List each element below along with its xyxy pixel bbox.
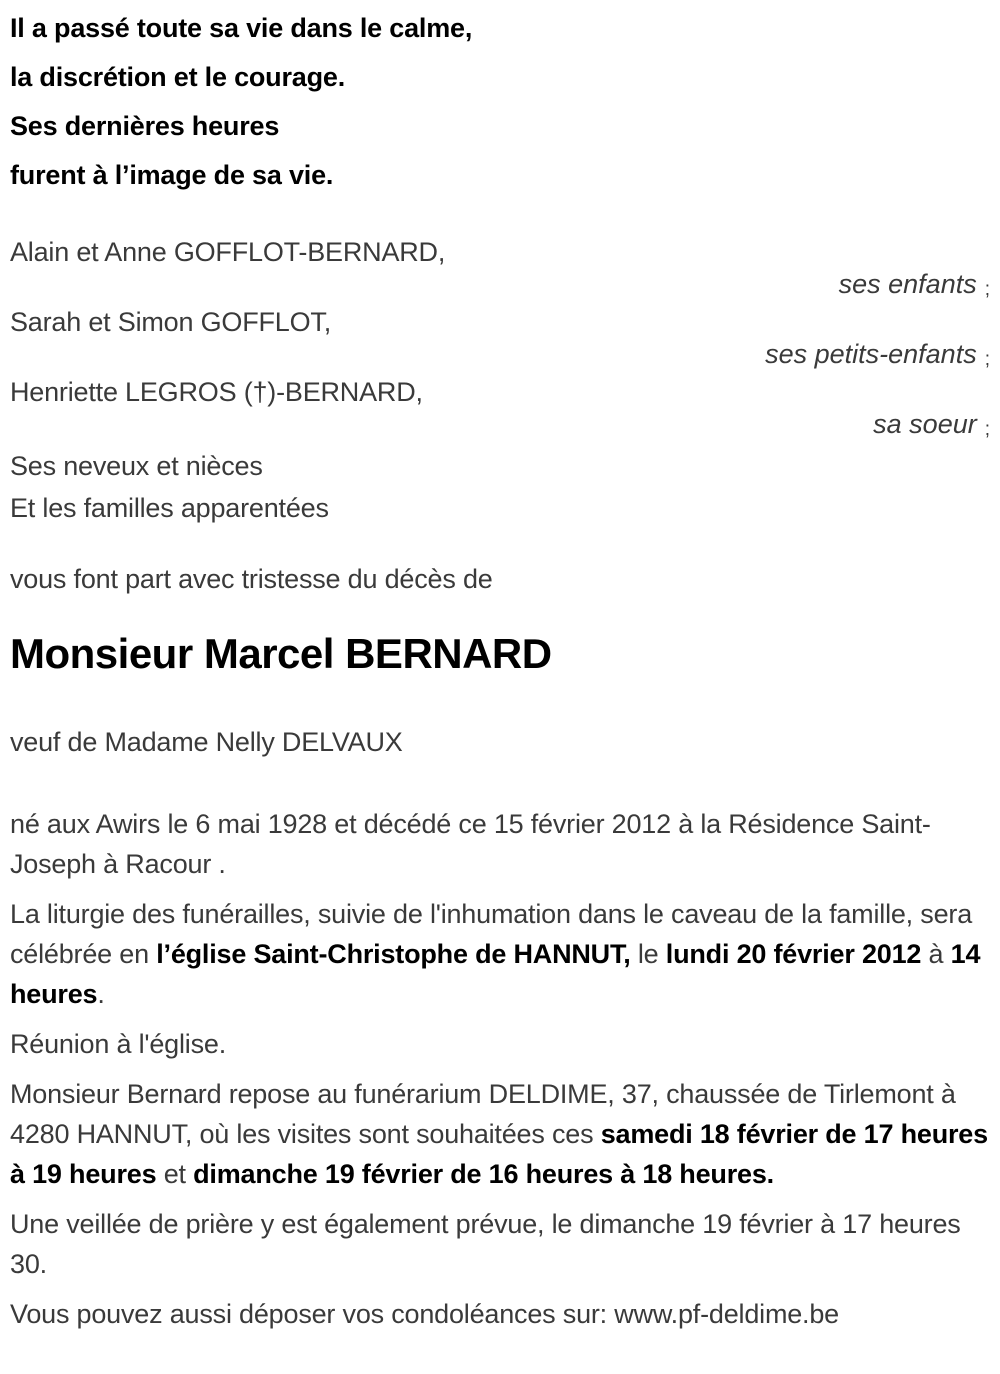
deceased-name-title: Monsieur Marcel BERNARD [10,630,552,677]
paragraph-prayer-vigil: Une veillée de prière y est également prévue, le dimanche 19 février à 17 heures 30. [10,1209,961,1279]
family-entry-children [10,235,990,303]
verse-line-2: la discrétion et le courage. [10,62,346,92]
paragraph-meeting: Réunion à l'église. [10,1029,226,1059]
family-relation [10,339,990,373]
family-names: Alain et Anne GOFFLOT-BERNARD, [10,237,446,267]
funeral-details [10,804,990,1334]
relation-label: ses petits-enfants [765,339,977,369]
family-relation [10,269,990,303]
family-list [10,235,990,529]
family-extra-line-related: Et les familles apparentées [10,493,329,523]
widower-subtitle: veuf de Madame Nelly DELVAUX [10,727,403,757]
family-entry-sister [10,375,990,443]
relation-label: sa soeur [873,409,977,439]
verse-line-3: Ses dernières heures [10,111,280,141]
family-relation [10,409,990,443]
family-names: Sarah et Simon GOFFLOT, [10,307,332,337]
family-names: Henriette LEGROS (†)-BERNARD, [10,377,423,407]
paragraph-birth-death: né aux Awirs le 6 mai 1928 et décédé ce 15 février 2012 à la Résidence Saint-Joseph à Racour . [10,809,931,879]
relation-punctuation: ; [984,279,990,300]
relation-punctuation: ; [984,349,990,370]
family-entry-grandchildren [10,305,990,373]
family-extra-line-nephews: Ses neveux et nièces [10,451,263,481]
relation-label: ses enfants [838,269,977,299]
paragraph-condolences-website: Vous pouvez aussi déposer vos condoléances sur: www.pf-deldime.be [10,1299,839,1329]
verse-line-4: furent à l’image de sa vie. [10,160,334,190]
verse-line-1: Il a passé toute sa vie dans le calme, [10,13,473,43]
announcement-intro: vous font part avec tristesse du décès de [10,564,493,594]
relation-punctuation: ; [984,419,990,440]
opening-verse [10,8,990,195]
paragraph-funerarium-visits: Monsieur Bernard repose au funérarium DELDIME, 37, chaussée de Tirlemont à 4280 HANNUT, où les visites sont souhaitées ces samedi 18 février de 17 heures à 19 heures et dimanche 19 février de 16 heures à 18 heures. [10,1079,988,1189]
paragraph-liturgy: La liturgie des funérailles, suivie de l'inhumation dans le caveau de la famille, sera célébrée en l’église Saint-Christophe de HANNUT, le lundi 20 février 2012 à 14 heures. [10,899,981,1009]
